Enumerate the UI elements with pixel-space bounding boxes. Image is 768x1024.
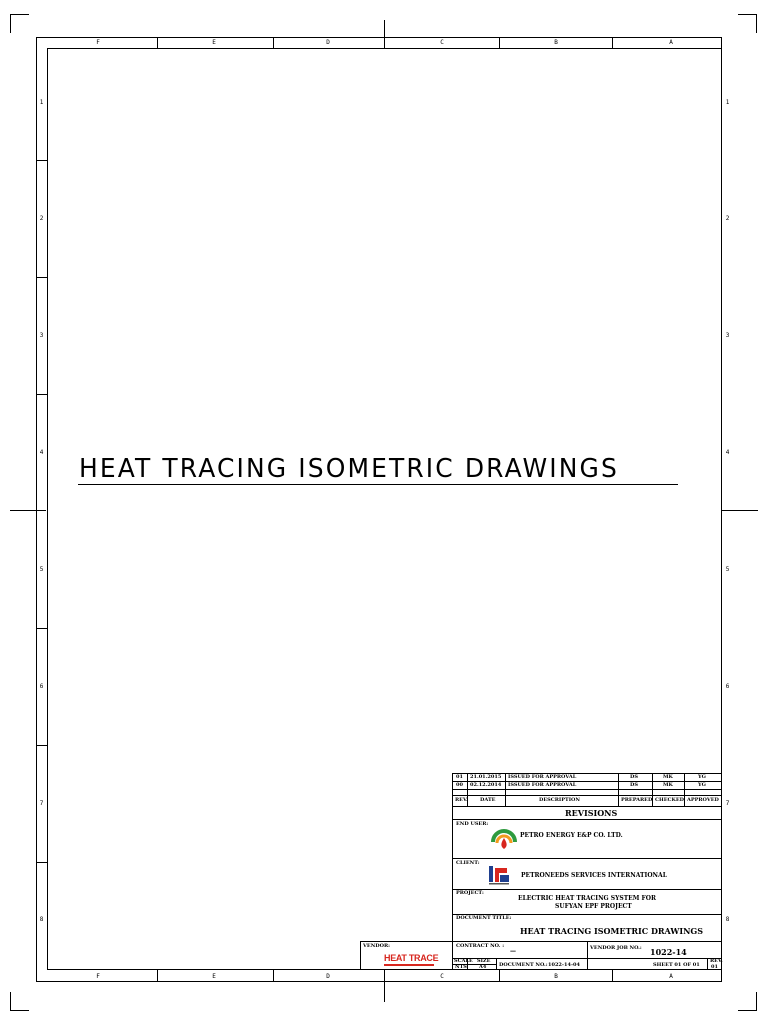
revision-header-checked: CHECKED	[655, 797, 684, 803]
zone-label-bottom-a: A	[669, 973, 673, 980]
zone-label-right-7: 7	[725, 800, 730, 807]
zone-label-left-4: 4	[39, 449, 44, 456]
zone-tick	[36, 160, 47, 161]
vendor-job-value: 1022-14	[650, 947, 687, 957]
revision-checked: MK	[663, 774, 673, 780]
revision-col-divider	[618, 773, 619, 806]
zone-tick	[36, 745, 47, 746]
zone-tick	[499, 37, 500, 48]
project-label: PROJECT:	[456, 890, 484, 896]
crop-mark-top-right	[738, 14, 757, 33]
zone-label-right-4: 4	[725, 449, 730, 456]
scale-label: SCALE	[454, 958, 473, 964]
end-user-name: PETRO ENERGY E&P CO. LTD.	[520, 832, 623, 839]
zone-tick	[499, 970, 500, 982]
zone-tick	[273, 37, 274, 48]
end-user-label: END USER:	[456, 821, 489, 827]
revision-rev: 00	[456, 782, 463, 788]
zone-tick	[157, 970, 158, 982]
project-line-1: ELECTRIC HEAT TRACING SYSTEM FOR	[518, 895, 656, 902]
contract-value: —	[510, 948, 516, 955]
revision-rev: 01	[456, 774, 463, 780]
section-divider	[452, 819, 722, 820]
sheet-number: SHEET 01 OF 01	[653, 962, 700, 968]
zone-label-bottom-b: B	[554, 973, 558, 980]
center-mark-right	[722, 510, 758, 511]
zone-label-top-c: C	[440, 39, 444, 46]
rev-label: REV.	[710, 958, 723, 964]
revision-checked: MK	[663, 782, 673, 788]
revision-header-description: DESCRIPTION	[539, 797, 580, 803]
zone-label-left-5: 5	[39, 566, 44, 573]
zone-tick	[384, 37, 385, 48]
zone-label-top-d: D	[326, 39, 330, 46]
zone-tick	[36, 394, 47, 395]
contract-divider	[587, 941, 588, 958]
revisions-title-divider	[452, 806, 722, 807]
document-title-value: HEAT TRACING ISOMETRIC DRAWINGS	[520, 926, 703, 936]
revision-prepared: DS	[630, 782, 638, 788]
crop-mark-bottom-right	[738, 992, 757, 1011]
zone-label-bottom-c: C	[440, 973, 444, 980]
zone-label-right-6: 6	[725, 683, 730, 690]
footer-divider	[587, 958, 588, 970]
revision-row-divider	[452, 789, 722, 790]
size-value: A4	[479, 964, 487, 970]
zone-tick	[36, 862, 47, 863]
revision-header-prepared: PREPARED	[621, 797, 653, 803]
client-name: PETRONEEDS SERVICES INTERNATIONAL	[521, 872, 667, 879]
zone-label-left-6: 6	[39, 683, 44, 690]
zone-tick	[273, 970, 274, 982]
revision-col-divider	[684, 773, 685, 806]
project-line-2: SUFYAN EPF PROJECT	[555, 903, 632, 910]
zone-tick	[36, 628, 47, 629]
section-divider	[452, 889, 722, 890]
rev-value: 01	[711, 964, 718, 970]
footer-divider	[496, 958, 497, 970]
zone-label-left-3: 3	[39, 332, 44, 339]
document-title-label: DOCUMENT TITLE:	[456, 915, 512, 921]
zone-tick	[36, 277, 47, 278]
zone-label-left-8: 8	[39, 916, 44, 923]
revision-header-divider	[452, 795, 722, 796]
scale-value: NTS	[455, 964, 467, 970]
revisions-title: REVISIONS	[565, 808, 618, 818]
zone-label-right-8: 8	[725, 916, 730, 923]
zone-label-right-3: 3	[725, 332, 730, 339]
vendor-job-label: VENDOR JOB NO.:	[590, 945, 642, 951]
zone-label-right-1: 1	[725, 99, 730, 106]
document-no-label: DOCUMENT NO.:	[499, 962, 548, 968]
revision-header-date: DATE	[480, 797, 496, 803]
heat-trace-logo	[366, 951, 448, 969]
revision-approved: YG	[698, 774, 706, 780]
zone-tick	[612, 970, 613, 982]
revision-description: ISSUED FOR APPROVAL	[508, 774, 577, 780]
petro-energy-logo	[490, 826, 518, 854]
client-label: CLIENT:	[456, 860, 480, 866]
revision-date: 02.12.2014	[470, 782, 502, 788]
revision-date: 21.01.2015	[470, 774, 502, 780]
zone-label-right-5: 5	[725, 566, 730, 573]
vendor-label: VENDOR:	[363, 943, 390, 949]
zone-label-top-a: A	[669, 39, 673, 46]
zone-tick	[612, 37, 613, 48]
drawing-main-title: HEAT TRACING ISOMETRIC DRAWINGS	[79, 454, 619, 484]
crop-mark-bottom-left	[10, 992, 29, 1011]
section-divider	[452, 858, 722, 859]
zone-label-left-1: 1	[39, 99, 44, 106]
revision-approved: YG	[698, 782, 706, 788]
zone-label-bottom-f: F	[96, 973, 100, 980]
title-underline	[78, 484, 678, 485]
revision-prepared: DS	[630, 774, 638, 780]
zone-label-bottom-e: E	[212, 973, 216, 980]
zone-tick	[157, 37, 158, 48]
document-no-value: 1022-14-04	[548, 962, 580, 968]
zone-label-top-b: B	[554, 39, 558, 46]
size-label: SIZE	[477, 958, 491, 964]
heat-trace-logo-bar	[384, 964, 434, 966]
revision-header-rev: REV.	[455, 797, 468, 803]
footer-divider	[707, 958, 708, 970]
zone-label-left-2: 2	[39, 215, 44, 222]
petroneeds-logo	[487, 864, 511, 886]
revision-description: ISSUED FOR APPROVAL	[508, 782, 577, 788]
zone-label-top-e: E	[212, 39, 216, 46]
zone-label-left-7: 7	[39, 800, 44, 807]
revision-col-divider	[505, 773, 506, 806]
heat-trace-logo-text: HEAT TRACE	[384, 953, 439, 963]
revision-header-approved: APPROVED	[687, 797, 719, 803]
zone-label-top-f: F	[96, 39, 100, 46]
zone-label-right-2: 2	[725, 215, 730, 222]
contract-label: CONTRACT NO. :	[456, 943, 505, 949]
crop-mark-top-left	[10, 14, 29, 33]
zone-label-bottom-d: D	[326, 973, 330, 980]
